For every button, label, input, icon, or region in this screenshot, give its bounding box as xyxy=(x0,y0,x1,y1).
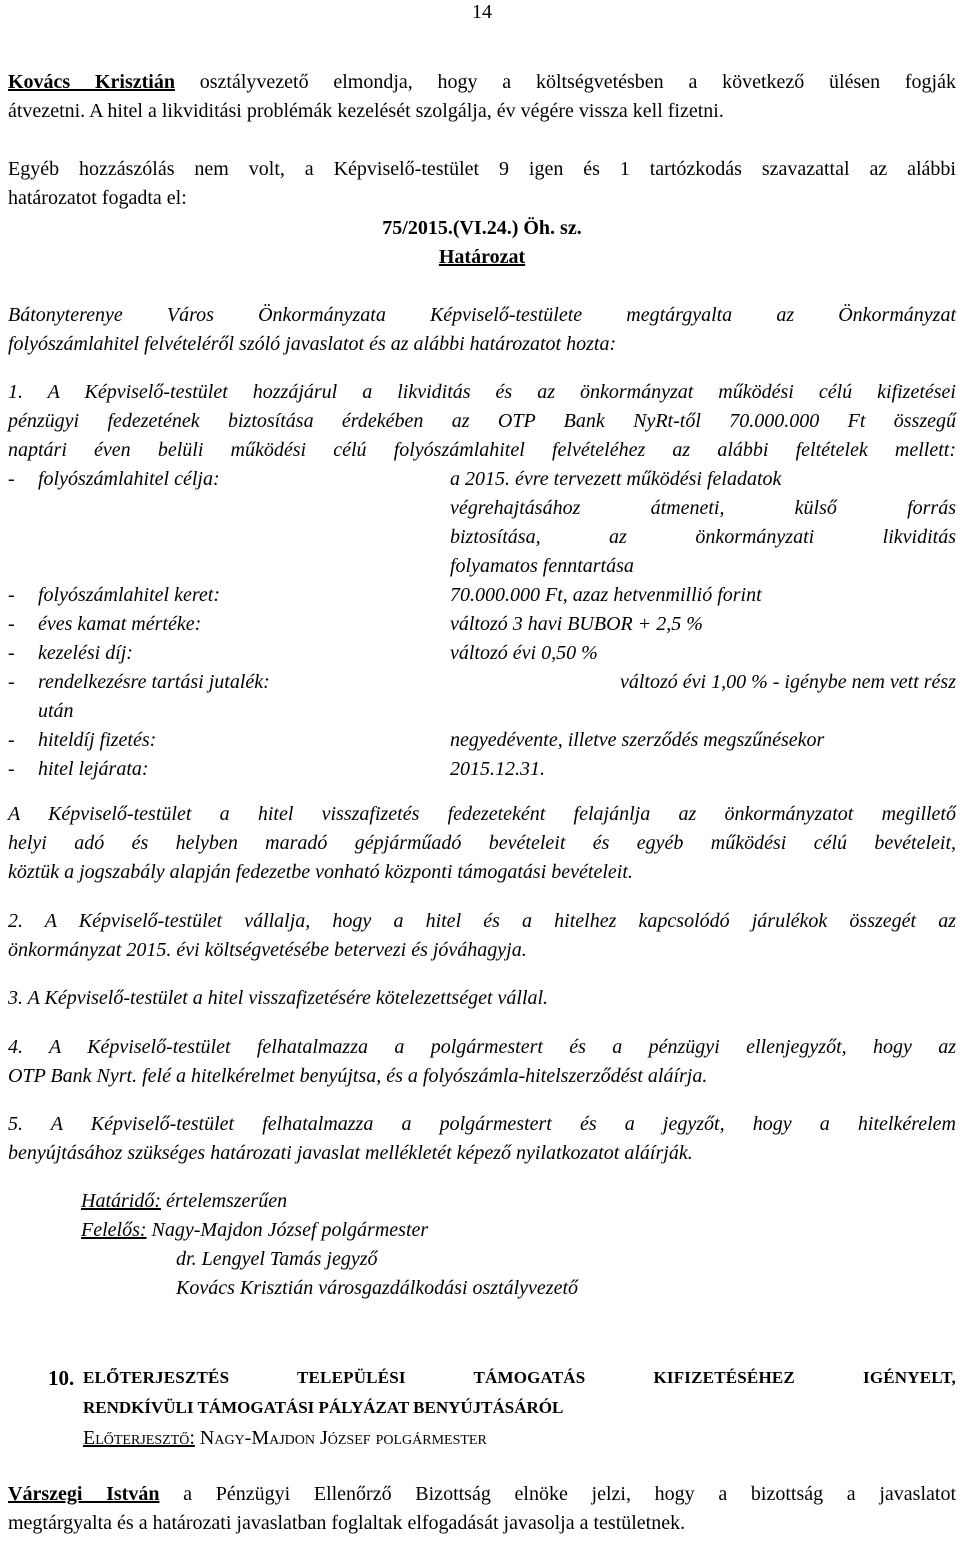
point-1-line-3: naptári éven belüli működési célú folyószámlahitel felvételéhez az alábbi feltételek mellett: xyxy=(8,439,956,461)
point-3: 3. A Képviselő-testület a hitel visszafizetésére kötelezettséget vállal. xyxy=(8,987,549,1009)
purpose-value-3: biztosítása, az önkormányzati likviditás xyxy=(450,526,956,548)
purpose-value-1: a 2015. évre tervezett működési feladatok xyxy=(450,468,782,490)
preamble-line-1: Bátonyterenye Város Önkormányzata Képviselő-testülete megtárgyalta az Önkormányzat xyxy=(8,304,956,326)
responsible-2: dr. Lengyel Tamás jegyző xyxy=(176,1248,378,1270)
vote-line-2: határozatot fogadta el: xyxy=(8,187,187,209)
term-label xyxy=(8,465,220,493)
interest-label: éves kamat mértéke: xyxy=(38,613,202,635)
term-purpose-cont-2 xyxy=(8,523,956,552)
point-4-line-1: 4. A Képviselő-testület felhatalmazza a polgármestert és a pénzügyi ellenjegyzőt, hogy az xyxy=(8,1036,956,1058)
loan-terms-list xyxy=(8,465,956,784)
term-commitment xyxy=(8,668,956,697)
term-maturity xyxy=(8,755,956,784)
term-fee xyxy=(8,639,956,668)
guarantee-line-1: A Képviselő-testület a hitel visszafizetés fedezeteként felajánlja az önkormányzatot megillető xyxy=(8,803,956,825)
point-4-line-2: OTP Bank Nyrt. felé a hitelkérelmet benyújtsa, és a folyószámla-hitelszerződést aláírja. xyxy=(8,1065,708,1087)
intro-line-1 xyxy=(8,68,956,96)
resolution-heading xyxy=(8,243,956,271)
interest-value: változó 3 havi BUBOR + 2,5 % xyxy=(450,613,703,635)
presenter xyxy=(83,1424,956,1452)
point-1-line-1: 1. A Képviselő-testület hozzájárul a likviditás és az önkormányzat működési célú kifizetései xyxy=(8,381,956,403)
resolution-heading-text: Határozat xyxy=(438,246,526,268)
limit-value: 70.000.000 Ft, azaz hetvenmillió forint xyxy=(450,584,762,606)
speech-text: a Pénzügyi Ellenőrző Bizottság elnöke jelzi, hogy a bizottság a javaslatot xyxy=(159,1483,957,1505)
purpose-value-2: végrehajtásához átmeneti, külső forrás xyxy=(450,497,956,519)
responsible-label: Felelős: xyxy=(81,1219,147,1241)
list-dash: - xyxy=(8,758,15,780)
fee-label: kezelési díj: xyxy=(38,642,133,664)
vote-line-1: Egyéb hozzászólás nem volt, a Képviselő-testület 9 igen és 1 tartózkodás szavazattal az alábbi xyxy=(8,158,956,180)
speaker-name-2: Várszegi István xyxy=(8,1483,160,1505)
speech-line-1 xyxy=(8,1480,956,1508)
point-5-line-1: 5. A Képviselő-testület felhatalmazza a polgármestert és a jegyzőt, hogy a hitelkérelem xyxy=(8,1113,956,1135)
list-dash: - xyxy=(8,642,15,664)
deadline-label: Határidő: xyxy=(81,1190,161,1212)
term-purpose-cont-3 xyxy=(8,552,956,581)
list-dash: - xyxy=(8,468,15,490)
intro-line-2: átvezetni. A hitel a likviditási problémák kezelését szolgálja, év végére vissza kell fizetni. xyxy=(8,100,724,122)
term-label xyxy=(8,668,270,696)
list-dash: - xyxy=(8,729,15,751)
maturity-value: 2015.12.31. xyxy=(450,758,545,780)
list-dash: - xyxy=(8,671,15,693)
point-5-line-2: benyújtásához szükséges határozati javaslat mellékletét képező nyilatkozatot aláírják. xyxy=(8,1142,693,1164)
presenter-label: Előterjesztő: xyxy=(83,1427,195,1449)
point-1-line-2: pénzügyi fedezetének biztosítása érdekében az OTP Bank NyRt-től 70.000.000 Ft összegű xyxy=(8,410,956,432)
purpose-label: folyószámlahitel célja: xyxy=(38,468,220,490)
payment-value: negyedévente, illetve szerződés megszűnésekor xyxy=(450,729,825,751)
term-limit xyxy=(8,581,956,610)
deadline xyxy=(81,1187,956,1215)
responsible-1: Nagy-Majdon József polgármester xyxy=(146,1219,429,1241)
limit-label: folyószámlahitel keret: xyxy=(38,584,220,606)
term-interest xyxy=(8,610,956,639)
responsible xyxy=(81,1216,956,1244)
term-label xyxy=(8,639,133,667)
preamble-line-2: folyószámlahitel felvételéről szóló javaslatot és az alábbi határozatot hozta: xyxy=(8,333,617,355)
term-purpose-cont-1 xyxy=(8,494,956,523)
term-payment xyxy=(8,726,956,755)
page-number: 14 xyxy=(472,1,492,23)
payment-label: hiteldíj fizetés: xyxy=(38,729,157,751)
intro-text: osztályvezető elmondja, hogy a költségvetésben a következő ülésen fogják xyxy=(174,71,956,93)
commitment-cont: után xyxy=(38,700,74,722)
responsible-3: Kovács Krisztián városgazdálkodási osztályvezető xyxy=(176,1277,579,1299)
commitment-value: változó évi 1,00 % - igénybe nem vett rész xyxy=(619,671,956,693)
speaker-name: Kovács Krisztián xyxy=(8,71,175,93)
maturity-label: hitel lejárata: xyxy=(38,758,149,780)
commitment-label: rendelkezésre tartási jutalék: xyxy=(38,671,270,693)
section-title-line-1: ELŐTERJESZTÉS TELEPÜLÉSI TÁMOGATÁS KIFIZETÉSÉHEZ IGÉNYELT, xyxy=(83,1368,956,1387)
term-purpose xyxy=(8,465,956,494)
purpose-value-4: folyamatos fenntartása xyxy=(450,555,634,577)
deadline-value: értelemszerűen xyxy=(161,1190,288,1212)
point-2-line-1: 2. A Képviselő-testület vállalja, hogy a hitel és a hitelhez kapcsolódó járulékok összegét az xyxy=(8,910,956,932)
presenter-value: Nagy-Majdon József polgármester xyxy=(194,1427,487,1449)
term-label xyxy=(8,610,201,638)
guarantee-line-3: köztük a jogszabály alapján fedezetbe vonható központi támogatási bevételeit. xyxy=(8,861,633,883)
section-number: 10. xyxy=(48,1366,75,1390)
term-label xyxy=(8,755,149,783)
term-label xyxy=(8,581,220,609)
list-dash: - xyxy=(8,584,15,606)
section-title-line-2: RENDKÍVÜLI TÁMOGATÁSI PÁLYÁZAT BENYÚJTÁSÁRÓL xyxy=(83,1398,564,1417)
term-commitment-cont xyxy=(8,697,956,726)
term-label xyxy=(8,726,156,754)
speech-line-2: megtárgyalta és a határozati javaslatban foglaltak elfogadását javasolja a testületnek. xyxy=(8,1512,686,1534)
fee-value: változó évi 0,50 % xyxy=(450,642,598,664)
point-2-line-2: önkormányzat 2015. évi költségvetésébe betervezi és jóváhagyja. xyxy=(8,939,527,961)
guarantee-line-2: helyi adó és helyben maradó gépjárműadó bevételeit és egyéb működési célú bevételeit, xyxy=(8,832,956,854)
resolution-number: 75/2015.(VI.24.) Öh. sz. xyxy=(382,217,582,239)
list-dash: - xyxy=(8,613,15,635)
